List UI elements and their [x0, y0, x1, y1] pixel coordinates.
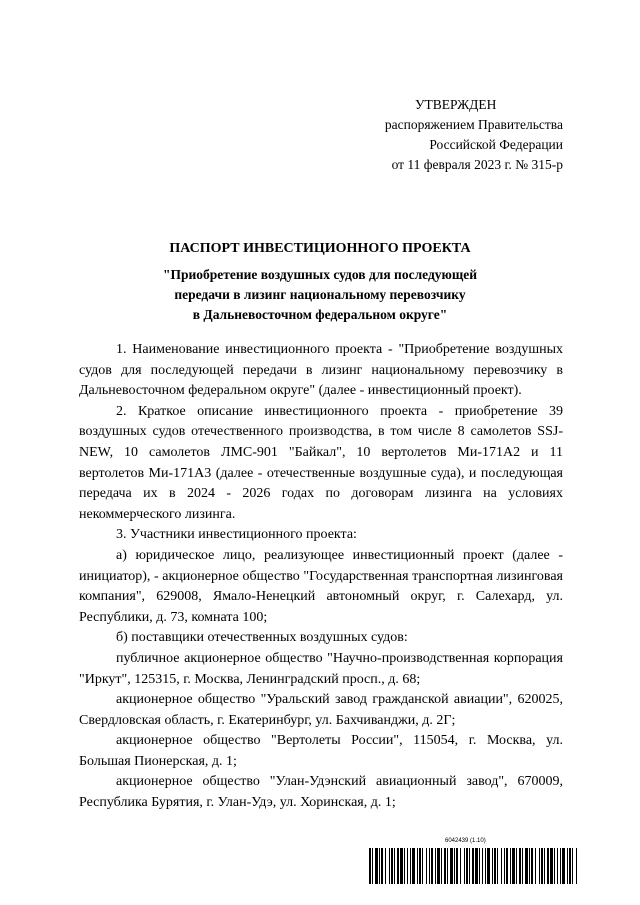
project-name-line: в Дальневосточном федеральном округе": [192, 307, 448, 322]
project-name-line: передачи в лизинг национальному перевозчику: [174, 287, 466, 302]
approval-government: Российской Федерации: [429, 137, 563, 152]
barcode-number: 6042439 (1.10): [445, 838, 486, 844]
paragraph-participants: 3. Участники инвестиционного проекта:: [116, 527, 357, 543]
barcode-icon: [369, 848, 579, 884]
approval-issuer: распоряжением Правительства: [384, 117, 563, 132]
document-title: ПАСПОРТ ИНВЕСТИЦИОННОГО ПРОЕКТА: [169, 241, 471, 256]
paragraph-project-name: 1. Наименование инвестиционного проекта - "Приобретение воздушных судов для последующей передачи в лизинг национальному перевозчику в Дальневосточном федеральном округе" (далее - инвестиционный проект).: [79, 342, 563, 399]
paragraph-supplier-ulan-ude: акционерное общество "Улан-Удэнский авиационный завод", 670009, Республика Бурятия, г. Улан-Удэ, ул. Хоринская, д. 1;: [79, 774, 563, 811]
paragraph-short-description: 2. Краткое описание инвестиционного проекта - приобретение 39 воздушных судов отечественного производства, в том числе 8 самолетов SSJ-NEW, 10 самолетов ЛМС-901 "Байкал", 10 вертолетов Ми-171А2 и 11 вертолетов Ми-171А3 (далее - отечественные воздушные суда), и последующая передача их в 2024 - 2026 годах по договорам лизинга на условиях некоммерческого лизинга.: [79, 403, 563, 522]
approval-heading: УТВЕРЖДЕН: [415, 97, 497, 112]
paragraph-supplier-irkut: публичное акционерное общество "Научно-производственная корпорация "Иркут", 125315, г. Москва, Ленинградский просп., д. 68;: [79, 650, 563, 687]
paragraph-suppliers: б) поставщики отечественных воздушных судов:: [116, 630, 408, 646]
project-name-line: "Приобретение воздушных судов для последующей: [162, 267, 478, 282]
paragraph-supplier-uzga: акционерное общество "Уральский завод гражданской авиации", 620025, Свердловская область, г. Екатеринбург, ул. Бахчиванджи, д. 2Г;: [79, 692, 563, 728]
approval-stamp: [330, 95, 590, 175]
paragraph-initiator: а) юридическое лицо, реализующее инвестиционный проект (далее - инициатор), - акционерное общество "Государственная транспортная лизинговая компания", 629008, Ямало-Ненецкий автономный округ, г. Салехард, ул. Республики, д. 73, комната 100;: [79, 547, 563, 625]
approval-date-number: от 11 февраля 2023 г. № 315-р: [391, 157, 563, 172]
project-name-heading: [0, 265, 640, 325]
paragraph-supplier-helicopters: акционерное общество "Вертолеты России", 115054, г. Москва, ул. Большая Пионерская, д. 1;: [79, 733, 563, 769]
document-body: [79, 340, 563, 814]
